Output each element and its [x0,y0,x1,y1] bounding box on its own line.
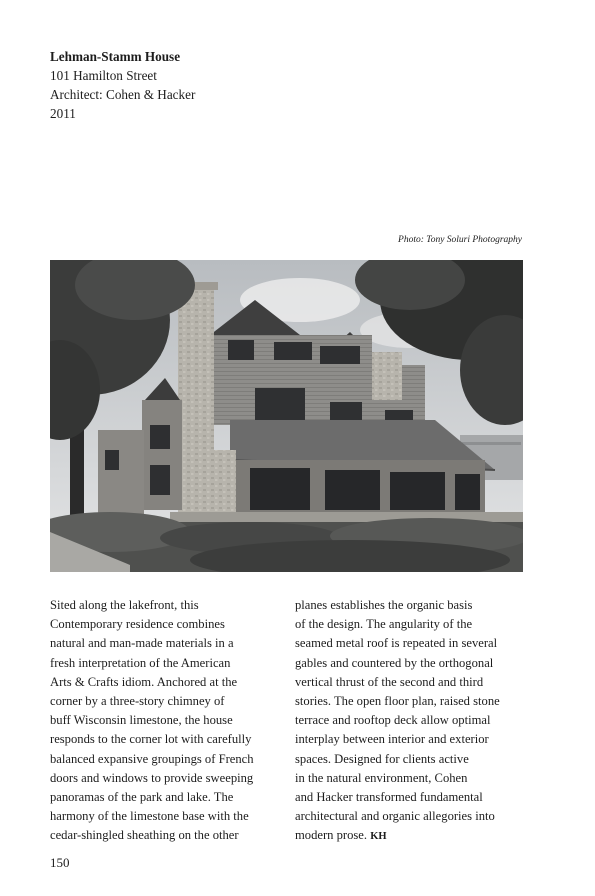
body-line: doors and windows to provide sweeping [50,770,254,785]
body-line: vertical thrust of the second and third [295,674,484,689]
body-line: natural and man-made materials in a [50,636,234,651]
building-architect: Architect: Cohen & Hacker [50,87,196,102]
body-line: terrace and rooftop deck allow optimal [295,713,491,728]
body-line: fresh interpretation of the American [50,655,231,670]
body-line: Arts & Crafts idiom. Anchored at the [50,674,238,689]
photo-credit: Photo: Tony Soluri Photography [398,235,522,245]
body-line: corner by a three-story chimney of [50,694,225,709]
page-number: 150 [50,855,70,870]
house-photo [50,260,523,572]
body-line-last [295,826,523,846]
body-line: planes establishes the organic basis [295,598,473,612]
body-column-right [295,596,523,847]
body-line-text: modern prose. [295,828,368,843]
body-line: panoramas of the park and lake. The [50,790,234,805]
body-line: gables and countered by the orthogonal [295,655,494,670]
body-line: and Hacker transformed fundamental [295,790,483,805]
building-address: 101 Hamilton Street [50,68,157,83]
body-line: spaces. Designed for clients active [295,751,469,766]
body-line: stories. The open floor plan, raised stone [295,694,500,709]
body-line: in the natural environment, Cohen [295,770,468,785]
author-initials: KH [370,831,387,843]
body-line: seamed metal roof is repeated in several [295,636,498,651]
body-line: responds to the corner lot with carefully [50,732,252,747]
building-year: 2011 [50,106,76,121]
body-line: cedar-shingled sheathing on the other [50,828,239,843]
body-line: harmony of the limestone base with the [50,809,249,824]
body-line: interplay between interior and exterior [295,732,489,747]
body-line: architectural and organic allegories into [295,809,495,824]
building-title: Lehman-Stamm House [50,49,181,64]
body-line: buff Wisconsin limestone, the house [50,713,233,728]
body-line: of the design. The angularity of the [295,617,473,632]
body-line: Contemporary residence combines [50,617,225,632]
body-line: Sited along the lakefront, this [50,598,199,612]
body-column-left [50,596,278,846]
building-header [50,47,195,123]
body-line: balanced expansive groupings of French [50,751,254,766]
